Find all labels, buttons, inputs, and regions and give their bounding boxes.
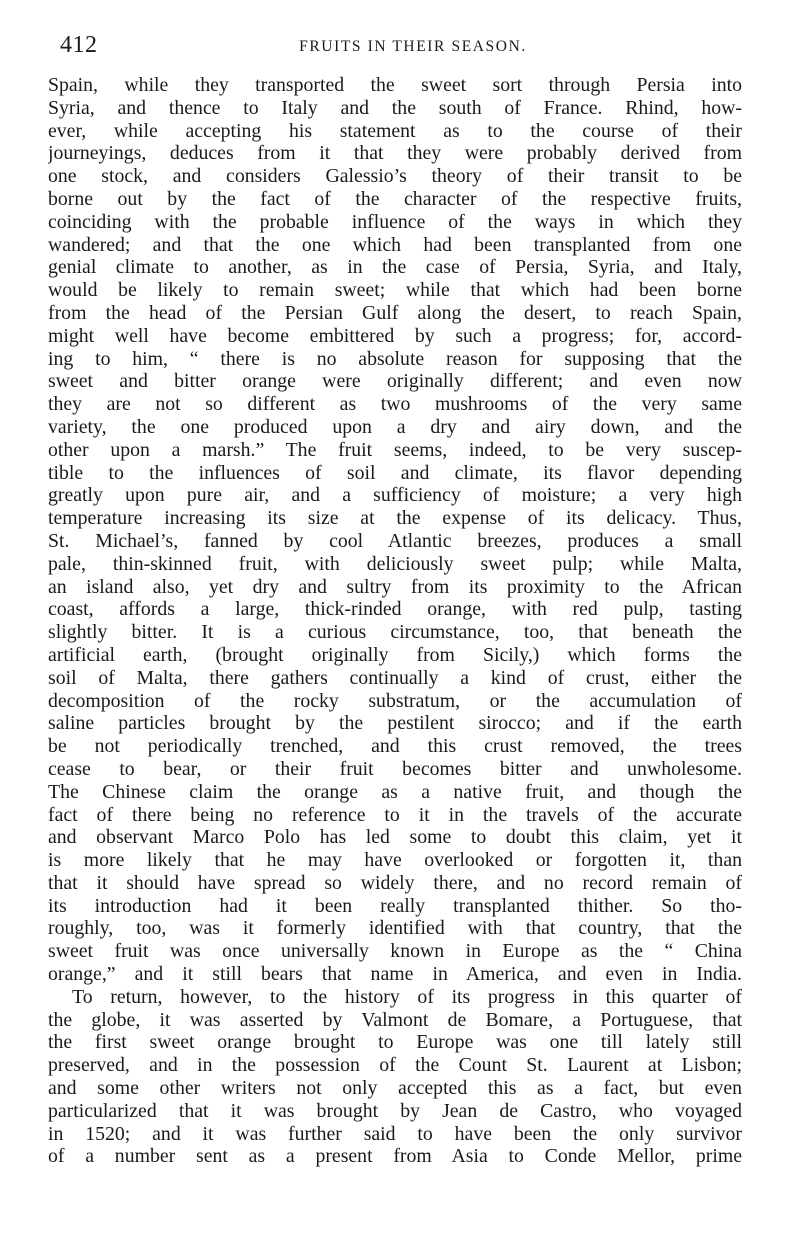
text-line: be not periodically trenched, and this crust removed, the trees <box>48 735 742 758</box>
text-line: temperature increasing its size at the expense of its delicacy. Thus, <box>48 507 742 530</box>
text-line: saline particles brought by the pestilent sirocco; and if the earth <box>48 712 742 735</box>
text-line: from the head of the Persian Gulf along the desert, to reach Spain, <box>48 301 742 324</box>
text-line: its introduction had it been really transplanted thither. So tho- <box>48 894 742 917</box>
text-line: coinciding with the probable influence of the ways in which they <box>48 210 742 233</box>
text-line: artificial earth, (brought originally from Sicily,) which forms the <box>48 643 742 666</box>
text-line: wandered; and that the one which had been transplanted from one <box>48 233 742 256</box>
text-line: and some other writers not only accepted this as a fact, but even <box>48 1077 742 1100</box>
text-line: might well have become embittered by such a progress; for, accord- <box>48 324 742 347</box>
text-line: Spain, while they transported the sweet sort through Persia into <box>48 74 742 96</box>
text-line: and observant Marco Polo has led some to doubt this claim, yet it <box>48 826 742 849</box>
text-line: they are not so different as two mushrooms of the very same <box>48 393 742 416</box>
text-line: decomposition of the rocky substratum, or the accumulation of <box>48 689 742 712</box>
text-line: an island also, yet dry and sultry from its proximity to the African <box>48 575 742 598</box>
text-line: Syria, and thence to Italy and the south of France. Rhind, how- <box>48 96 742 119</box>
text-line: orange,” and it still bears that name in America, and even in India. <box>48 963 742 986</box>
text-line: other upon a marsh.” The fruit seems, indeed, to be very suscep- <box>48 438 742 461</box>
text-line: ing to him, “ there is no absolute reason for supposing that the <box>48 347 742 370</box>
text-line: tible to the influences of soil and climate, its flavor depending <box>48 461 742 484</box>
text-line: borne out by the fact of the character of the respective fruits, <box>48 187 742 210</box>
text-line: pale, thin-skinned fruit, with deliciously sweet pulp; while Malta, <box>48 552 742 575</box>
text-line: soil of Malta, there gathers continually a kind of crust, either the <box>48 666 742 689</box>
text-line: sweet fruit was once universally known in Europe as the “ China <box>48 940 742 963</box>
body-text <box>48 74 742 1168</box>
text-line: in 1520; and it was further said to have been the only survivor <box>48 1122 742 1145</box>
text-line: would be likely to remain sweet; while that which had been borne <box>48 279 742 302</box>
text-line: particularized that it was brought by Jean de Castro, who voyaged <box>48 1099 742 1122</box>
text-line: variety, the one produced upon a dry and airy down, and the <box>48 415 742 438</box>
text-line: is more likely that he may have overlooked or forgotten it, than <box>48 849 742 872</box>
page-number: 412 <box>60 32 98 58</box>
text-line: cease to bear, or their fruit becomes bitter and unwholesome. <box>48 757 742 780</box>
text-line: ever, while accepting his statement as to the course of their <box>48 119 742 142</box>
text-line: sweet and bitter orange were originally different; and even now <box>48 370 742 393</box>
text-line: The Chinese claim the orange as a native fruit, and though the <box>48 780 742 803</box>
text-line: the globe, it was asserted by Valmont de Bomare, a Portuguese, that <box>48 1008 742 1031</box>
text-line: fact of there being no reference to it in the travels of the accurate <box>48 803 742 826</box>
text-line: genial climate to another, as in the case of Persia, Syria, and Italy, <box>48 256 742 279</box>
text-line: that it should have spread so widely there, and no record remain of <box>48 871 742 894</box>
text-line: journeyings, deduces from it that they were probably derived from <box>48 142 742 165</box>
text-line: St. Michael’s, fanned by cool Atlantic breezes, produces a small <box>48 529 742 552</box>
text-line: greatly upon pure air, and a sufficiency of moisture; a very high <box>48 484 742 507</box>
running-title: FRUITS IN THEIR SEASON. <box>299 38 527 55</box>
text-line: the first sweet orange brought to Europe was one till lately still <box>48 1031 742 1054</box>
text-line: one stock, and considers Galessio’s theory of their transit to be <box>48 165 742 188</box>
running-head <box>38 30 748 64</box>
text-line: preserved, and in the possession of the Count St. Laurent at Lisbon; <box>48 1054 742 1077</box>
text-line: slightly bitter. It is a curious circumstance, too, that beneath the <box>48 621 742 644</box>
text-line: roughly, too, was it formerly identified with that country, that the <box>48 917 742 940</box>
text-line: coast, affords a large, thick-rinded orange, with red pulp, tasting <box>48 598 742 621</box>
paragraph-start-line: To return, however, to the history of its progress in this quarter of <box>72 985 742 1008</box>
text-line: of a number sent as a present from Asia to Conde Mellor, prime <box>48 1145 742 1168</box>
